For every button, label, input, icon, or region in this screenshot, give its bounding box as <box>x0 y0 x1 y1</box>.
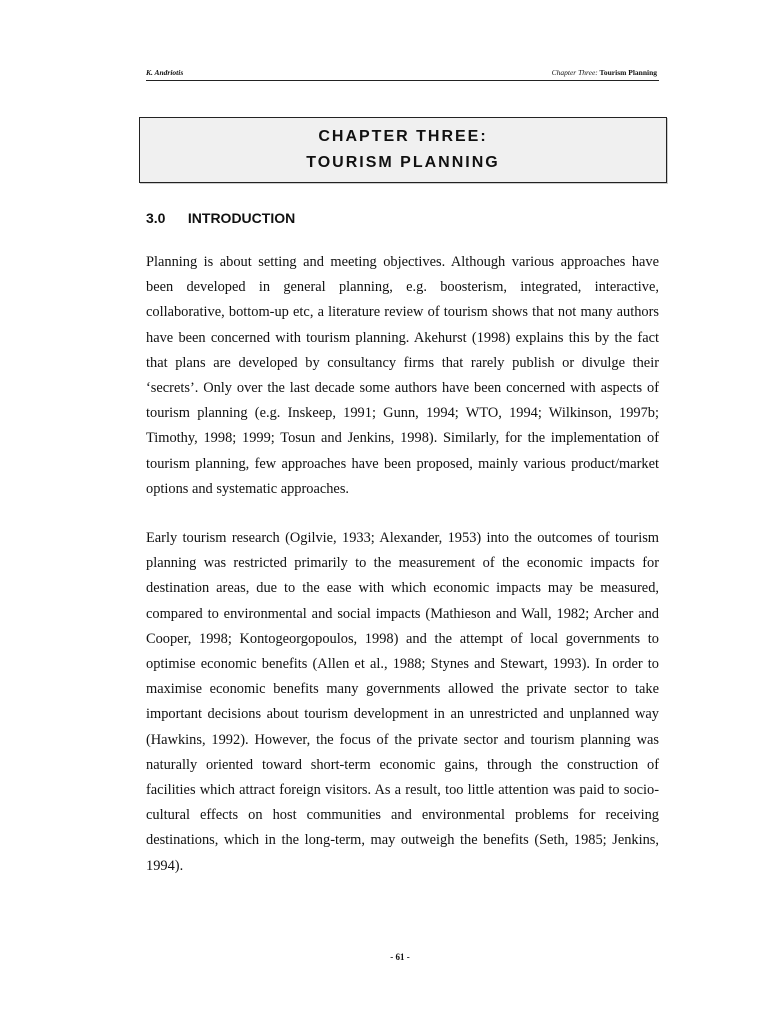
paragraph: Planning is about setting and meeting objectives. Although various approaches have been developed in general planning, e.g. boosterism, integrated, interactive, collaborative, bottom-up etc, a literature review of tourism shows that not many authors have been concerned with tourism planning. Akehurst (1998) explains this by the fact that plans are developed by consultancy firms that rarely publish or divulge their ‘secrets’. Only over the last decade some authors have been concerned with aspects of tourism planning (e.g. Inskeep, 1991; Gunn, 1994; WTO, 1994; Wilkinson, 1997b; Timothy, 1998; 1999; Tosun and Jenkins, 1998). Similarly, for the implementation of tourism planning, few approaches have been proposed, mainly various product/market options and systematic approaches. <box>146 254 659 497</box>
header-chapter <box>552 68 657 78</box>
header-author: K. Andriotis <box>146 68 184 77</box>
chapter-title: TOURISM PLANNING <box>306 154 500 171</box>
header-chapter-label: Chapter Three: <box>551 68 598 77</box>
page-number: - 61 - <box>390 952 410 962</box>
section-heading <box>146 210 295 226</box>
paragraph: Early tourism research (Ogilvie, 1933; Alexander, 1953) into the outcomes of tourism planning was restricted primarily to the measurement of the economic impacts for destination areas, due to the ease with which economic impacts may be measured, compared to environmental and social impacts (Mathieson and Wall, 1982; Archer and Cooper, 1998; Kontogeorgopoulos, 1998) and the attempt of local governments to optimise economic benefits (Allen et al., 1988; Stynes and Stewart, 1993). In order to maximise economic benefits many governments allowed the private sector to take important decisions about tourism development in an unrestricted and unplanned way (Hawkins, 1992). However, the focus of the private sector and tourism planning was naturally oriented toward short-term economic gains, through the construction of facilities which attract foreign visitors. As a result, too little attention was paid to socio-cultural effects on host communities and environmental problems for receiving destinations, which in the long-term, may outweigh the benefits (Seth, 1985; Jenkins, 1994). <box>146 530 659 874</box>
section-number: 3.0 <box>146 210 166 226</box>
chapter-number: CHAPTER THREE: <box>318 128 488 145</box>
chapter-title-box <box>139 117 667 183</box>
header-chapter-title: Tourism Planning <box>599 68 657 77</box>
section-title: INTRODUCTION <box>187 210 296 226</box>
running-header <box>146 68 659 81</box>
